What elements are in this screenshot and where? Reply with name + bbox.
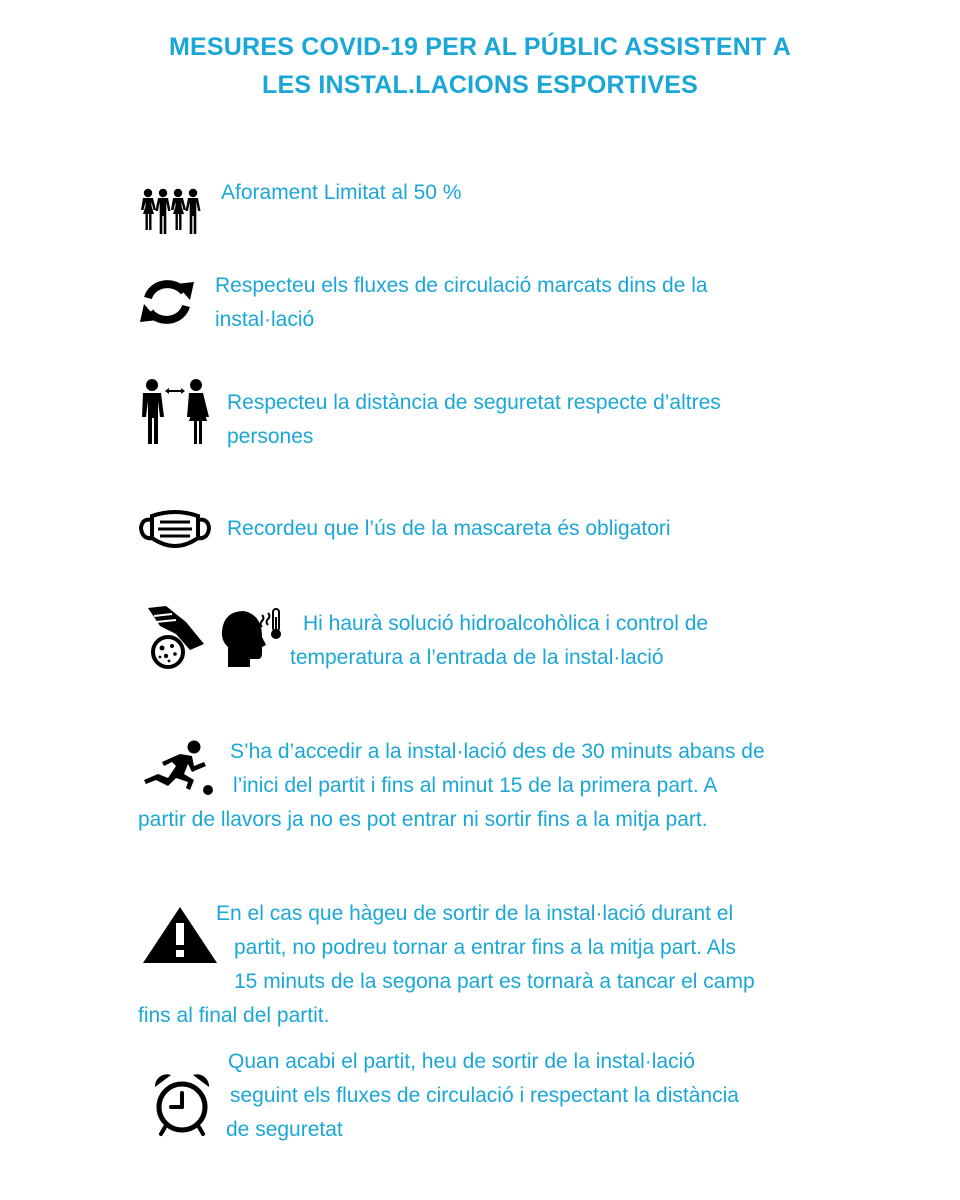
measure-text-line: instal·lació: [215, 308, 315, 331]
measure-text-line: Quan acabi el partit, heu de sortir de la instal·lació: [228, 1050, 695, 1073]
measure-text-line: temperatura a l’entrada de la instal·lació: [290, 646, 664, 669]
hand-sanitizer-icon: [146, 604, 208, 670]
people-group-icon: [140, 188, 206, 234]
measure-text-line: l’inici del partit i fins al minut 15 de la primera part. A: [233, 774, 718, 797]
alarm-clock-icon: [151, 1071, 213, 1137]
measure-7-text: [138, 897, 755, 1033]
measure-text-line: 15 minuts de la segona part es tornarà a tancar el camp: [234, 970, 755, 993]
title-line-1: MESURES COVID-19 PER AL PÚBLIC ASSISTENT A: [169, 33, 791, 61]
measure-text-line: Aforament Limitat al 50 %: [221, 181, 462, 204]
measure-text-line: seguint els fluxes de circulació i respectant la distància: [230, 1084, 739, 1107]
measure-text-line: Respecteu la distància de seguretat respecte d’altres: [227, 391, 721, 414]
title-line-2: LES INSTAL.LACIONS ESPORTIVES: [262, 71, 698, 99]
measure-text-line: fins al final del partit.: [138, 1004, 330, 1027]
measure-text-line: En el cas que hàgeu de sortir de la instal·lació durant el: [216, 902, 734, 925]
page-title: [0, 28, 960, 104]
measure-6-text: [138, 735, 765, 837]
measure-2-text: [215, 269, 708, 337]
circulation-arrows-icon: [138, 276, 196, 328]
measure-text-line: partir de llavors ja no es pot entrar ni sortir fins a la mitja part.: [138, 808, 708, 831]
measure-text-line: Hi haurà solució hidroalcohòlica i control de: [303, 612, 709, 635]
face-mask-icon: [138, 508, 212, 554]
measure-text-line: de seguretat: [226, 1118, 343, 1141]
measure-5-text: [290, 607, 708, 675]
social-distance-icon: [139, 378, 211, 444]
temperature-check-icon: [218, 607, 284, 669]
measure-text-line: Recordeu que l’ús de la mascareta és obligatori: [227, 517, 671, 540]
measure-8-text: [226, 1045, 739, 1147]
measure-text-line: S’ha d’accedir a la instal·lació des de 30 minuts abans de: [230, 740, 765, 763]
measure-1-text: [221, 176, 461, 210]
measure-text-line: Respecteu els fluxes de circulació marcats dins de la: [215, 274, 708, 297]
measure-4-text: [227, 512, 671, 546]
measure-text-line: partit, no podreu tornar a entrar fins a la mitja part. Als: [234, 936, 736, 959]
measure-3-text: [227, 386, 721, 454]
measure-text-line: persones: [227, 425, 314, 448]
